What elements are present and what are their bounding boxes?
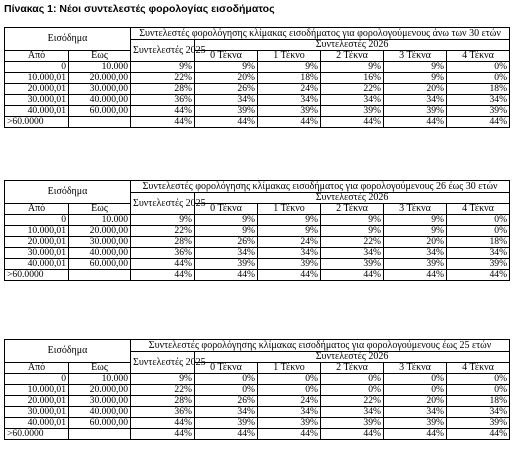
table-row <box>5 374 510 385</box>
rate-2026-cell: 34% <box>447 95 510 106</box>
rate-2026-cell: 34% <box>321 248 384 259</box>
rate-2026-cell: 0% <box>321 374 384 385</box>
income-to-cell: 40.000,00 <box>69 248 131 259</box>
rate-2026-cell: 34% <box>195 95 258 106</box>
children-header: 3 Τέκνα <box>384 363 447 374</box>
rate-2026-cell: 22% <box>321 237 384 248</box>
children-header: 4 Τέκνα <box>447 51 510 62</box>
table-row <box>5 62 510 73</box>
income-to-cell: 20.000,00 <box>69 385 131 396</box>
children-header: 1 Τέκνο <box>258 51 321 62</box>
tax-rates-table <box>4 27 510 128</box>
rate-2026-cell: 34% <box>321 407 384 418</box>
rate-2025-cell: 9% <box>131 374 195 385</box>
rate-2026-cell: 39% <box>195 106 258 117</box>
rate-2026-cell: 0% <box>384 374 447 385</box>
rate-2026-cell: 0% <box>195 374 258 385</box>
rate-2026-cell: 44% <box>384 270 447 281</box>
rate-2026-cell: 39% <box>447 418 510 429</box>
income-from-cell: 0 <box>5 62 69 73</box>
rate-2026-cell: 39% <box>384 259 447 270</box>
table-row <box>5 429 510 440</box>
rate-2025-cell: 9% <box>131 215 195 226</box>
rate-2026-cell: 20% <box>384 237 447 248</box>
rate-2026-cell: 20% <box>384 396 447 407</box>
income-from-cell: >60.0000 <box>5 429 69 440</box>
rate-2026-cell: 9% <box>195 62 258 73</box>
income-to-cell: 60.000,00 <box>69 418 131 429</box>
income-from-cell: 10.000,01 <box>5 385 69 396</box>
rate-2026-cell: 0% <box>384 385 447 396</box>
table-row <box>5 117 510 128</box>
rate-2025-cell: 44% <box>131 418 195 429</box>
table-row <box>5 106 510 117</box>
children-header: 0 Τέκνα <box>195 204 258 215</box>
income-from-cell: 30.000,01 <box>5 95 69 106</box>
children-header: 3 Τέκνα <box>384 204 447 215</box>
rate-2026-cell: 24% <box>258 396 321 407</box>
children-header: 4 Τέκνα <box>447 363 510 374</box>
table-row <box>5 248 510 259</box>
rate-2026-cell: 9% <box>384 62 447 73</box>
rate-2026-cell: 0% <box>321 385 384 396</box>
rate-2026-cell: 44% <box>447 117 510 128</box>
table-row <box>5 270 510 281</box>
rate-2026-cell: 24% <box>258 84 321 95</box>
rate-2026-cell: 39% <box>321 106 384 117</box>
rate-2025-cell: 22% <box>131 226 195 237</box>
rate-2026-cell: 9% <box>321 226 384 237</box>
rate-2026-cell: 0% <box>447 374 510 385</box>
rate-2025-cell: 44% <box>131 259 195 270</box>
rate-2026-cell: 39% <box>258 418 321 429</box>
rate-2026-cell: 9% <box>195 215 258 226</box>
rate-2026-cell: 0% <box>447 385 510 396</box>
rate-2025-cell: 36% <box>131 95 195 106</box>
rate-2026-cell: 39% <box>258 106 321 117</box>
rate-2026-cell: 34% <box>258 248 321 259</box>
children-header: 1 Τέκνο <box>258 363 321 374</box>
rate-2026-cell: 44% <box>258 117 321 128</box>
income-from-cell: 30.000,01 <box>5 248 69 259</box>
rates-2025-header: Συντελεστές 2025 <box>131 193 195 215</box>
rate-2026-cell: 26% <box>195 84 258 95</box>
income-from-cell: 20.000,01 <box>5 237 69 248</box>
rate-2026-cell: 0% <box>447 226 510 237</box>
income-to-cell: 20.000,00 <box>69 226 131 237</box>
children-header: 2 Τέκνα <box>321 51 384 62</box>
rate-2026-cell: 34% <box>384 95 447 106</box>
rate-2026-cell: 39% <box>447 259 510 270</box>
rate-2026-cell: 44% <box>447 429 510 440</box>
rate-2026-cell: 24% <box>258 237 321 248</box>
rate-2025-cell: 36% <box>131 407 195 418</box>
rate-2026-cell: 20% <box>384 84 447 95</box>
table-row <box>5 237 510 248</box>
rate-2026-cell: 39% <box>447 106 510 117</box>
rate-2026-cell: 39% <box>321 259 384 270</box>
income-from-cell: 10.000,01 <box>5 73 69 84</box>
rate-2026-cell: 18% <box>447 396 510 407</box>
rate-2026-cell: 0% <box>447 62 510 73</box>
from-header: Από <box>5 51 69 62</box>
tax-rates-table <box>4 339 510 440</box>
income-from-cell: 40.000,01 <box>5 106 69 117</box>
rate-2026-cell: 39% <box>384 106 447 117</box>
income-to-cell: 10.000 <box>69 374 131 385</box>
rate-2026-cell: 39% <box>195 259 258 270</box>
income-header: Εισόδημα <box>5 340 131 363</box>
rate-2025-cell: 44% <box>131 429 195 440</box>
table-row <box>5 418 510 429</box>
rate-2026-cell: 22% <box>321 84 384 95</box>
tax-rates-table <box>4 180 510 281</box>
rates-2025-header: Συντελεστές 2025 <box>131 40 195 62</box>
children-header: 4 Τέκνα <box>447 204 510 215</box>
income-to-cell: 10.000 <box>69 215 131 226</box>
rate-2026-cell: 34% <box>447 407 510 418</box>
rate-2026-cell: 39% <box>258 259 321 270</box>
children-header: 1 Τέκνο <box>258 204 321 215</box>
table-row <box>5 385 510 396</box>
table-row <box>5 73 510 84</box>
rate-2026-cell: 9% <box>321 62 384 73</box>
to-header: Εως <box>69 363 131 374</box>
income-to-cell: 60.000,00 <box>69 106 131 117</box>
income-to-cell: 30.000,00 <box>69 84 131 95</box>
rate-2026-cell: 44% <box>447 270 510 281</box>
income-from-cell: 40.000,01 <box>5 418 69 429</box>
table-row <box>5 215 510 226</box>
table-row <box>5 407 510 418</box>
rate-2025-cell: 44% <box>131 117 195 128</box>
table-caption: Συντελεστές φορολόγησης κλίμακας εισοδήματος για φορολογούμενους 26 έως 30 ετών <box>131 181 510 193</box>
rate-2026-cell: 9% <box>195 226 258 237</box>
rate-2026-cell: 39% <box>321 418 384 429</box>
rates-2025-header: Συντελεστές 2025 <box>131 352 195 374</box>
rate-2026-cell: 0% <box>195 385 258 396</box>
income-from-cell: >60.0000 <box>5 270 69 281</box>
rate-2026-cell: 34% <box>384 248 447 259</box>
income-header: Εισόδημα <box>5 28 131 51</box>
income-from-cell: 20.000,01 <box>5 84 69 95</box>
page-title: Πίνακας 1: Νέοι συντελεστές φορολογίας εισοδήματος <box>4 3 275 15</box>
rate-2026-cell: 44% <box>258 429 321 440</box>
rate-2026-cell: 34% <box>321 95 384 106</box>
rate-2025-cell: 28% <box>131 396 195 407</box>
income-to-cell: 10.000 <box>69 62 131 73</box>
rate-2026-cell: 0% <box>447 215 510 226</box>
income-to-cell: 30.000,00 <box>69 237 131 248</box>
rate-2026-cell: 44% <box>384 429 447 440</box>
rate-2026-cell: 9% <box>258 62 321 73</box>
rate-2026-cell: 18% <box>258 73 321 84</box>
rate-2026-cell: 34% <box>258 95 321 106</box>
rates-2026-header: Συντελεστές 2026 <box>195 352 510 363</box>
income-from-cell: 0 <box>5 215 69 226</box>
income-to-cell <box>69 429 131 440</box>
rate-2026-cell: 44% <box>258 270 321 281</box>
table-row <box>5 259 510 270</box>
from-header: Από <box>5 204 69 215</box>
rate-2026-cell: 44% <box>195 270 258 281</box>
children-header: 0 Τέκνα <box>195 363 258 374</box>
children-header: 0 Τέκνα <box>195 51 258 62</box>
rate-2026-cell: 44% <box>321 117 384 128</box>
table-row <box>5 95 510 106</box>
income-from-cell: 30.000,01 <box>5 407 69 418</box>
rate-2026-cell: 16% <box>321 73 384 84</box>
rates-2026-header: Συντελεστές 2026 <box>195 193 510 204</box>
table-row <box>5 226 510 237</box>
rate-2026-cell: 9% <box>258 215 321 226</box>
rate-2026-cell: 9% <box>384 215 447 226</box>
rate-2026-cell: 34% <box>384 407 447 418</box>
income-from-cell: >60.0000 <box>5 117 69 128</box>
rate-2026-cell: 0% <box>258 385 321 396</box>
to-header: Εως <box>69 204 131 215</box>
rate-2025-cell: 44% <box>131 106 195 117</box>
children-header: 3 Τέκνα <box>384 51 447 62</box>
income-to-cell: 60.000,00 <box>69 259 131 270</box>
rate-2025-cell: 36% <box>131 248 195 259</box>
rate-2025-cell: 9% <box>131 62 195 73</box>
table-row <box>5 396 510 407</box>
rate-2026-cell: 0% <box>447 73 510 84</box>
rates-2026-header: Συντελεστές 2026 <box>195 40 510 51</box>
rate-2026-cell: 20% <box>195 73 258 84</box>
rate-2025-cell: 28% <box>131 84 195 95</box>
income-to-cell: 20.000,00 <box>69 73 131 84</box>
rate-2026-cell: 34% <box>195 248 258 259</box>
rate-2026-cell: 44% <box>195 117 258 128</box>
rate-2026-cell: 44% <box>195 429 258 440</box>
rate-2026-cell: 39% <box>195 418 258 429</box>
income-from-cell: 0 <box>5 374 69 385</box>
rate-2026-cell: 26% <box>195 237 258 248</box>
income-to-cell <box>69 270 131 281</box>
rate-2026-cell: 34% <box>195 407 258 418</box>
income-from-cell: 10.000,01 <box>5 226 69 237</box>
income-to-cell: 30.000,00 <box>69 396 131 407</box>
rate-2026-cell: 18% <box>447 84 510 95</box>
rate-2026-cell: 9% <box>321 215 384 226</box>
table-caption: Συντελεστές φορολόγησης κλίμακας εισοδήματος για φορολογούμενους έως 25 ετών <box>131 340 510 352</box>
rate-2026-cell: 9% <box>384 226 447 237</box>
from-header: Από <box>5 363 69 374</box>
rate-2026-cell: 34% <box>258 407 321 418</box>
income-from-cell: 40.000,01 <box>5 259 69 270</box>
to-header: Εως <box>69 51 131 62</box>
income-to-cell: 40.000,00 <box>69 407 131 418</box>
children-header: 2 Τέκνα <box>321 204 384 215</box>
rate-2026-cell: 9% <box>258 226 321 237</box>
rate-2026-cell: 44% <box>384 117 447 128</box>
rate-2026-cell: 22% <box>321 396 384 407</box>
rate-2026-cell: 9% <box>384 73 447 84</box>
rate-2026-cell: 18% <box>447 237 510 248</box>
rate-2026-cell: 44% <box>321 429 384 440</box>
rate-2026-cell: 34% <box>447 248 510 259</box>
rate-2025-cell: 28% <box>131 237 195 248</box>
rate-2026-cell: 0% <box>258 374 321 385</box>
rate-2026-cell: 26% <box>195 396 258 407</box>
rate-2026-cell: 44% <box>321 270 384 281</box>
rate-2025-cell: 44% <box>131 270 195 281</box>
table-caption: Συντελεστές φορολόγησης κλίμακας εισοδήματος για φορολογούμενους άνω των 30 ετών <box>131 28 510 40</box>
income-to-cell: 40.000,00 <box>69 95 131 106</box>
children-header: 2 Τέκνα <box>321 363 384 374</box>
income-from-cell: 20.000,01 <box>5 396 69 407</box>
income-to-cell <box>69 117 131 128</box>
rate-2025-cell: 22% <box>131 73 195 84</box>
rate-2025-cell: 22% <box>131 385 195 396</box>
income-header: Εισόδημα <box>5 181 131 204</box>
table-row <box>5 84 510 95</box>
rate-2026-cell: 39% <box>384 418 447 429</box>
